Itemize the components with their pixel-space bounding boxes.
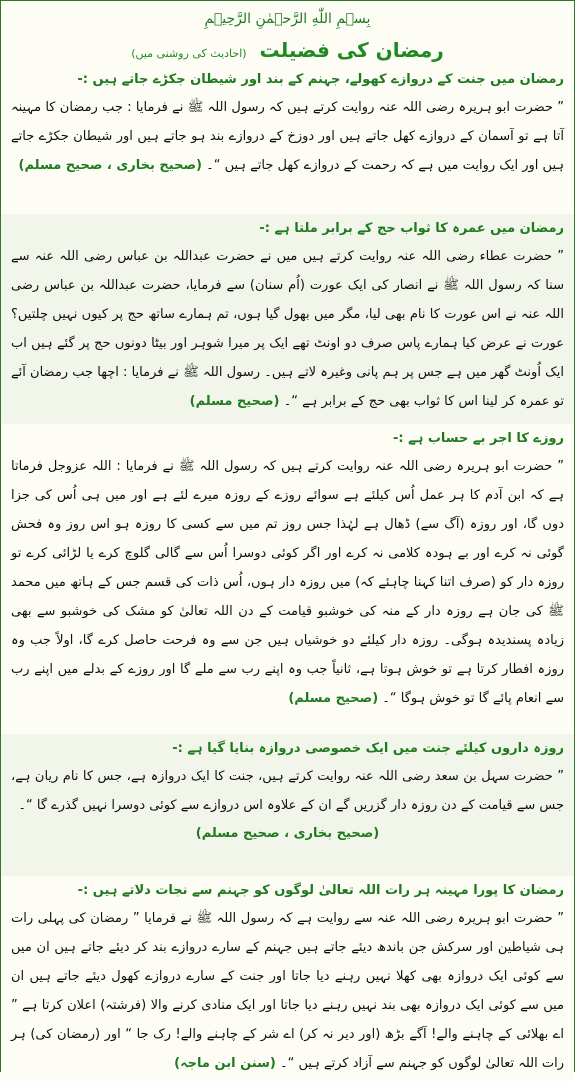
section-body [9,904,566,1078]
section-heading: رمضان کا پورا مہینہ ہر رات اللہ تعالیٰ لوگوں کو جہنم سے نجات دلاتے ہیں :- [77,883,564,898]
reference: (صحیح بخاری ، صحیح مسلم) [195,826,380,841]
section-3 [1,424,574,734]
hadith-text: ” حضرت عطاء رضی اللہ عنہ روایت کرتے ہیں میں نے حضرت عبداللہ بن عباس رضی اللہ عنہ سے سنا کہ رسول اللہ ﷺ نے انصار کی ایک عورت (اُم سنان) سے فرمایا، حضرت عبداللہ بن عباس رضی اللہ عنہ نے اس عورت کا نام بھی لیا، مگر میں بھول گیا ہوں، تم ہمارے ساتھ حج پر کیوں نہیں چلتیں؟ عورت نے عرض کیا ہمارے پاس صرف دو اونٹ تھے ایک پر میرا شوہر اور بیٹا دونوں حج پر گئے ہیں اب ایک اُونٹ گھر میں ہے جس پر ہم پانی وغیرہ لاتے ہیں۔ رسول اللہ ﷺ نے فرمایا : اچھا جب رمضان آئے تو عمرہ کر لینا اس کا ثواب بھی حج کے برابر ہے “۔ [11,249,564,409]
section-4 [1,734,574,876]
page-title [1,35,574,65]
section-1 [1,65,574,214]
reference: (صحیح بخاری ، صحیح مسلم) [18,158,202,173]
title-text: رمضان کی فضیلت [259,38,444,62]
section-heading: رمضان میں عمرہ کا ثواب حج کے برابر ملتا ہے :- [259,221,564,236]
section-body [9,242,566,416]
title-subtitle: (احادیث کی روشنی میں) [131,47,247,60]
section-body [9,452,566,713]
section-heading: رمضان میں جنت کے دروازے کھولے، جہنم کے بند اور شیطان جکڑے جاتے ہیں :- [77,72,564,87]
section-5 [1,876,574,1081]
section-body [9,93,566,180]
reference: (صحیح مسلم) [288,691,379,706]
hadith-text: ” حضرت ابو ہریرہ رضی اللہ عنہ روایت کرتے ہیں کہ رسول اللہ ﷺ نے فرمایا : جب رمضان کا مہینہ آتا ہے تو آسمان کے دروازے کھل جاتے ہیں اور دوزخ کے دروازے بند ہو جاتے ہیں اور شیطان جکڑے جاتے ہیں اور ایک روایت میں ہے کہ رحمت کے دروازے کھل جاتے ہیں “۔ [11,100,564,173]
section-2 [1,214,574,424]
section-body: ” حضرت سہل بن سعد رضی اللہ عنہ روایت کرتے ہیں، جنت کا ایک دروازہ ہے، جس کا نام ریان ہے، جس سے قیامت کے دن روزہ دار گزریں گے ان کے علاوہ اس دروازے سے کوئی دوسرا نہیں گذرے گا “۔ [11,769,564,813]
reference: (سنن ابن ماجہ) [174,1056,276,1071]
reference: (صحیح مسلم) [189,394,280,409]
hadith-text: ” حضرت ابو ہریرہ رضی اللہ عنہ سے روایت ہے کہ رسول اللہ ﷺ نے فرمایا ” رمضان کی پہلی رات ہی شیاطین اور سرکش جن باندھ دیئے جاتے ہیں جہنم کے سارے دروازے بند کر دیئے جاتے ہیں ان میں سے کوئی ایک دروازہ بھی کھلا نہیں رہنے دیا جاتا اور جنت کے سارے دروازے کھول دیئے جاتے ہیں ان میں سے کوئی ایک دروازہ بھی بند نہیں رہنے دیا جاتا اور ایک منادی کرنے والا (فرشتہ) اعلان کرتا ہے ” اے بھلائی کے چاہنے والے! آگے بڑھ (اور دیر نہ کر) اے شر کے چاہنے والے! رک جا “ اور (رمضان کی) ہر رات اللہ تعالیٰ لوگوں کو جہنم سے آزاد کرتے ہیں “۔ [11,911,564,1071]
hadith-text: ” حضرت ابو ہریرہ رضی اللہ عنہ روایت کرتے ہیں کہ رسول اللہ ﷺ نے فرمایا : اللہ عزوجل فرماتا ہے کہ ابن آدم کا ہر عمل اُس کیلئے ہے سوائے روزے کے روزہ میرے لئے ہے اور میں ہی اُس کی جزا دوں گا، اور روزہ (آگ سے) ڈھال ہے لہٰذا جس روز تم میں سے کسی کا روزہ ہو اس روز وہ فحش گوئی نہ کرے اور بے ہودہ کلامی نہ کرے اور اگر کوئی دوسرا اُس سے گالی گلوچ کرے یا لڑائی کرے تو روزہ دار کو (صرف اتنا کہنا چاہئے کہ) میں روزہ دار ہوں، اُس ذات کی قسم جس کے ہاتھ میں محمد ﷺ کی جان ہے روزہ دار کے منہ کی خوشبو قیامت کے دن اللہ تعالیٰ کو مشک کی خوشبو سے بھی زیادہ پسندیدہ ہوگی۔ روزہ دار کیلئے دو خوشیاں ہیں جن سے وہ فرحت حاصل کرے گا، اولاً جب وہ روزہ افطار کرتا ہے تو خوش ہوتا ہے، ثانیاً جب وہ اپنے رب سے ملے گا اور روزے کے بدلے میں اپنے رب سے انعام پائے گا تو خوش ہوگا “۔ [11,459,564,706]
section-heading: روزے کا اجر بے حساب ہے :- [392,431,564,446]
section-heading: روزہ داروں کیلئے جنت میں ایک خصوصی دروازہ بنایا گیا ہے :- [172,741,564,756]
bismillah: بِسۡمِ اللّٰهِ الرَّحۡمٰنِ الرَّحِیۡمِ [204,11,371,27]
